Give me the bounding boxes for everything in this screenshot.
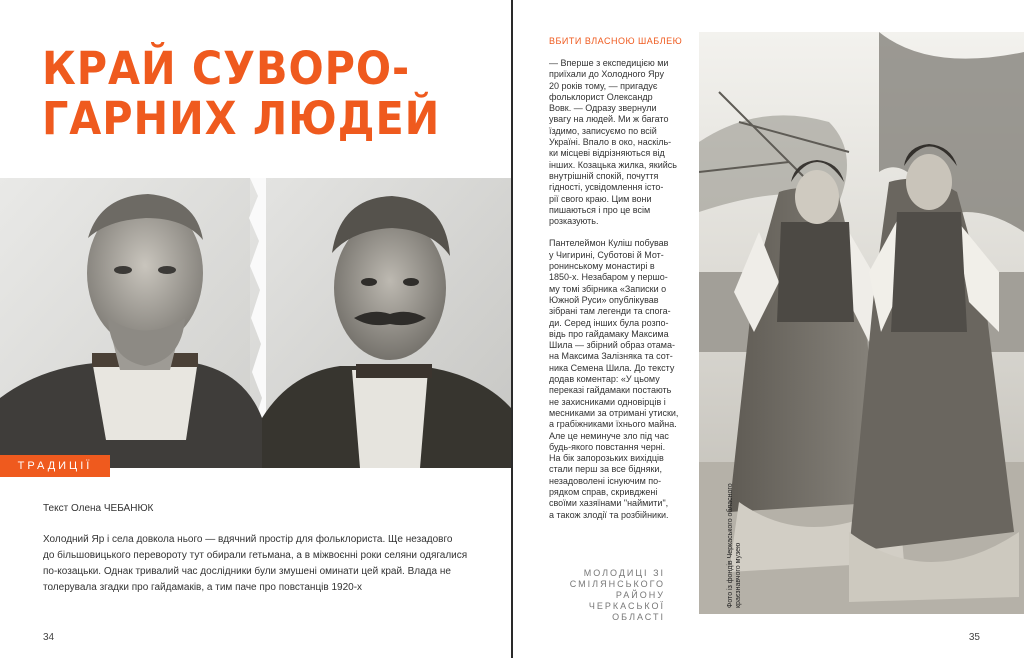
- body-line: рядком справ, скривджені: [549, 486, 658, 497]
- author-byline: Текст Олена ЧЕБАНЮК: [43, 503, 154, 514]
- left-page: [0, 0, 511, 658]
- body-line: увагу на людей. Ми ж багато: [549, 114, 669, 125]
- body-line: Пантелеймон Куліш побував: [549, 238, 669, 249]
- body-line: додав коментар: «У цьому: [549, 374, 660, 385]
- body-line: внутрішній спокій, почуття: [549, 170, 659, 181]
- body-line: ронинському монастирі в: [549, 261, 655, 272]
- body-line: му томі збірника «Записки о: [549, 283, 667, 294]
- portrait-photo-men: [0, 178, 511, 468]
- body-line: розказують.: [549, 216, 599, 227]
- body-line: своїми хазяїнами "наймити",: [549, 498, 669, 509]
- body-line: відь про гайдамаку Максима: [549, 328, 669, 339]
- credit-line: краєзнавчого музею: [735, 542, 742, 608]
- body-line: зібрані там легенди та спога-: [549, 306, 671, 317]
- photo-caption: [549, 568, 665, 623]
- body-line: Вовк. — Одразу звернули: [549, 103, 657, 114]
- body-line: приїхали до Холодного Яру: [549, 69, 664, 80]
- photo-credit: [727, 483, 743, 608]
- body-line: будь-якого повстання черні.: [549, 441, 666, 452]
- body-line: їздимо, записуємо по всій: [549, 125, 657, 136]
- body-line: Україні. Впало в око, наскіль-: [549, 137, 672, 148]
- body-line: ки місцеві відрізняються від: [549, 148, 665, 159]
- body-line: стали перш за все бідняки,: [549, 464, 662, 475]
- headline-line-1: КРАЙ СУВОРО-: [42, 42, 411, 95]
- paragraph-gap: [549, 227, 689, 238]
- body-line: а також злодії та розбійники.: [549, 509, 669, 520]
- body-line: ди. Серед інших була розпо-: [549, 317, 669, 328]
- body-line: незадоволені існуючим по-: [549, 475, 662, 486]
- caption-line: ОБЛАСТІ: [612, 612, 665, 622]
- caption-line: ЧЕРКАСЬКОЇ: [588, 601, 665, 611]
- body-line: ника Семена Шила. До тексту: [549, 362, 675, 373]
- photo-two-women: [699, 32, 1024, 614]
- body-line: Шила — збірний образ отама-: [549, 340, 675, 351]
- body-line: не захисниками одновірців і: [549, 396, 666, 407]
- body-line: 20 років тому, — пригадує: [549, 80, 658, 91]
- body-line: Южной Руси» опублікував: [549, 294, 659, 305]
- lead-line: толерувала згадки про гайдамаків, а тим паче про повстанців 1920-х: [43, 582, 363, 593]
- body-column: [549, 58, 689, 521]
- body-line: пишаються і про це всім: [549, 204, 651, 215]
- lead-paragraph: [43, 532, 473, 596]
- headline-line-2: ГАРНИХ ЛЮДЕЙ: [42, 92, 441, 145]
- body-line: 1850-х. Незабаром у першо-: [549, 272, 668, 283]
- body-line: гідності, усвідомлення істо-: [549, 182, 664, 193]
- body-line: Але це неминуче зло під час: [549, 430, 669, 441]
- body-line: переказі гайдамаки постають: [549, 385, 672, 396]
- page-number-right: 35: [968, 632, 980, 643]
- body-line: — Вперше з експедицією ми: [549, 58, 669, 68]
- lead-line: Холодний Яр і села довкола нього — вдячний простір для фольклориста. Ще незадовго: [43, 534, 453, 545]
- right-page: [513, 0, 1024, 658]
- caption-line: РАЙОНУ: [615, 590, 665, 600]
- page-number-left: 34: [43, 632, 55, 643]
- article-headline: [42, 44, 440, 144]
- lead-line: до більшовицького перевороту тут обирали гетьмана, а в міжвоєнні роки селяни одягалися: [43, 550, 468, 561]
- caption-line: МОЛОДИЦІ ЗІ: [583, 568, 665, 578]
- body-line: На бік запорозьких вихідців: [549, 453, 664, 464]
- lead-line: по-козацьки. Однак тривалий час дослідники були змушені оминати цей край. Влада не: [43, 566, 451, 577]
- body-line: фольклорист Олександр: [549, 91, 653, 102]
- body-line: а грабіжниками їхнього майна.: [549, 419, 677, 430]
- caption-line: СМІЛЯНСЬКОГО: [569, 579, 665, 589]
- body-line: у Чигирині, Суботові й Мот-: [549, 249, 664, 260]
- section-tag: ТРАДИЦІЇ: [0, 455, 110, 477]
- credit-line: Фото із фондів Черкаського обласного: [727, 483, 734, 608]
- body-line: рії свого краю. Цим вони: [549, 193, 652, 204]
- section-kicker: ВБИТИ ВЛАСНОЮ ШАБЛЕЮ: [549, 36, 683, 46]
- body-line: на Максима Залізняка та сот-: [549, 351, 673, 362]
- body-line: інших. Козацька жилка, якийсь: [549, 159, 677, 170]
- body-line: месниками за отримані утиски,: [549, 407, 679, 418]
